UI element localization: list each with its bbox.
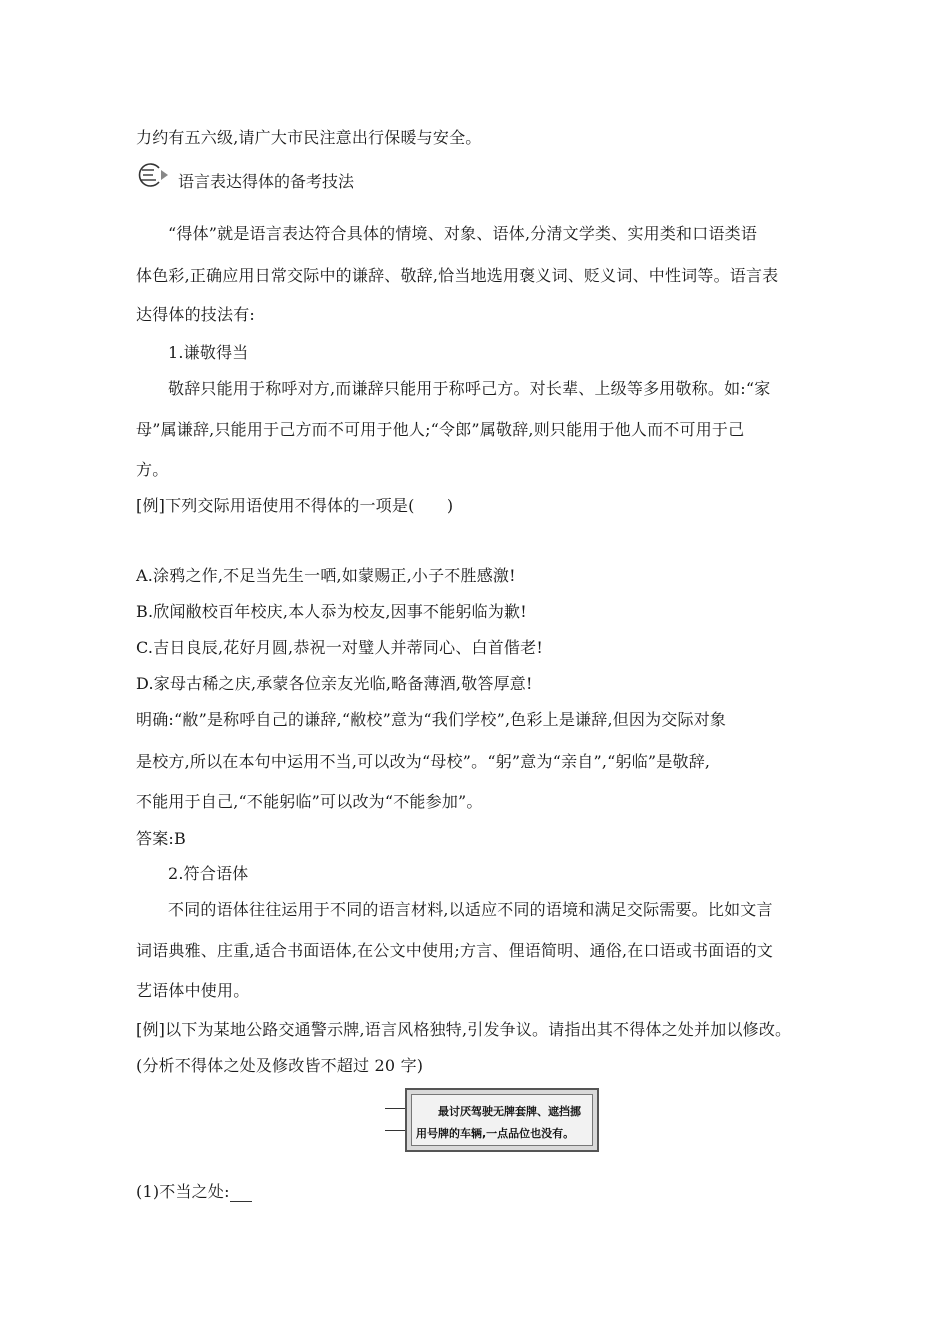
sign-mount-line xyxy=(385,1108,407,1109)
example-question: [例]以下为某地公路交通警示牌,语言风格独特,引发争议。请指出其不得体之处并加以修改。 xyxy=(136,1020,792,1039)
text-line: 达得体的技法有: xyxy=(136,305,255,324)
option-b: B.欣闻敝校百年校庆,本人忝为校友,因事不能躬临为歉! xyxy=(136,602,527,621)
explanation-line: 是校方,所以在本句中运用不当,可以改为“母校”。“躬”意为“亲自”,“躬临”是敬辞, xyxy=(136,752,711,771)
sign-board xyxy=(405,1088,599,1152)
text-line: 母”属谦辞,只能用于己方而不可用于他人;“令郎”属敬辞,则只能用于他人而不可用于己 xyxy=(136,420,745,439)
text-line: 力约有五六级,请广大市民注意出行保暖与安全。 xyxy=(136,128,482,147)
text-line: “得体”就是语言表达符合具体的情境、对象、语体,分清文学类、实用类和口语类语 xyxy=(168,224,758,243)
sign-panel xyxy=(411,1094,593,1146)
question-label: (1)不当之处: xyxy=(136,1182,230,1201)
answer: 答案:B xyxy=(136,829,186,848)
example-note: (分析不得体之处及修改皆不超过 20 字) xyxy=(136,1056,424,1075)
subheading: 2.符合语体 xyxy=(168,864,249,883)
example-question: [例]下列交际用语使用不得体的一项是( ) xyxy=(136,496,454,515)
section-number-icon xyxy=(134,160,174,190)
text-line: 艺语体中使用。 xyxy=(136,981,250,1000)
sign-text-line: 用号牌的车辆,一点品位也没有。 xyxy=(416,1127,575,1140)
text-line: 方。 xyxy=(136,460,169,479)
subheading: 1.谦敬得当 xyxy=(168,343,249,362)
section-title: 语言表达得体的备考技法 xyxy=(178,172,355,191)
sign-mount-line xyxy=(385,1130,407,1131)
text-line: 不同的语体往往运用于不同的语言材料,以适应不同的语境和满足交际需要。比如文言 xyxy=(168,900,773,919)
option-d: D.家母古稀之庆,承蒙各位亲友光临,略备薄酒,敬答厚意! xyxy=(136,674,533,693)
text-line: 敬辞只能用于称呼对方,而谦辞只能用于称呼己方。对长辈、上级等多用敬称。如:“家 xyxy=(168,379,771,398)
text-line: 词语典雅、庄重,适合书面语体,在公文中使用;方言、俚语简明、通俗,在口语或书面语的文 xyxy=(136,941,774,960)
traffic-sign-image xyxy=(385,1088,600,1150)
explanation-line: 不能用于自己,“不能躬临”可以改为“不能参加”。 xyxy=(136,792,483,811)
option-a: A.涂鸦之作,不足当先生一哂,如蒙赐正,小子不胜感激! xyxy=(136,566,516,585)
answer-blank[interactable] xyxy=(230,1187,252,1202)
sign-text-line: 最讨厌驾驶无牌套牌、遮挡挪 xyxy=(438,1105,581,1118)
text-line: 体色彩,正确应用日常交际中的谦辞、敬辞,恰当地选用褒义词、贬义词、中性词等。语言表 xyxy=(136,266,779,285)
explanation-line: 明确:“敝”是称呼自己的谦辞,“敝校”意为“我们学校”,色彩上是谦辞,但因为交际对象 xyxy=(136,710,727,729)
option-c: C.吉日良辰,花好月圆,恭祝一对璧人并蒂同心、白首偕老! xyxy=(136,638,543,657)
question-line xyxy=(136,1182,252,1202)
